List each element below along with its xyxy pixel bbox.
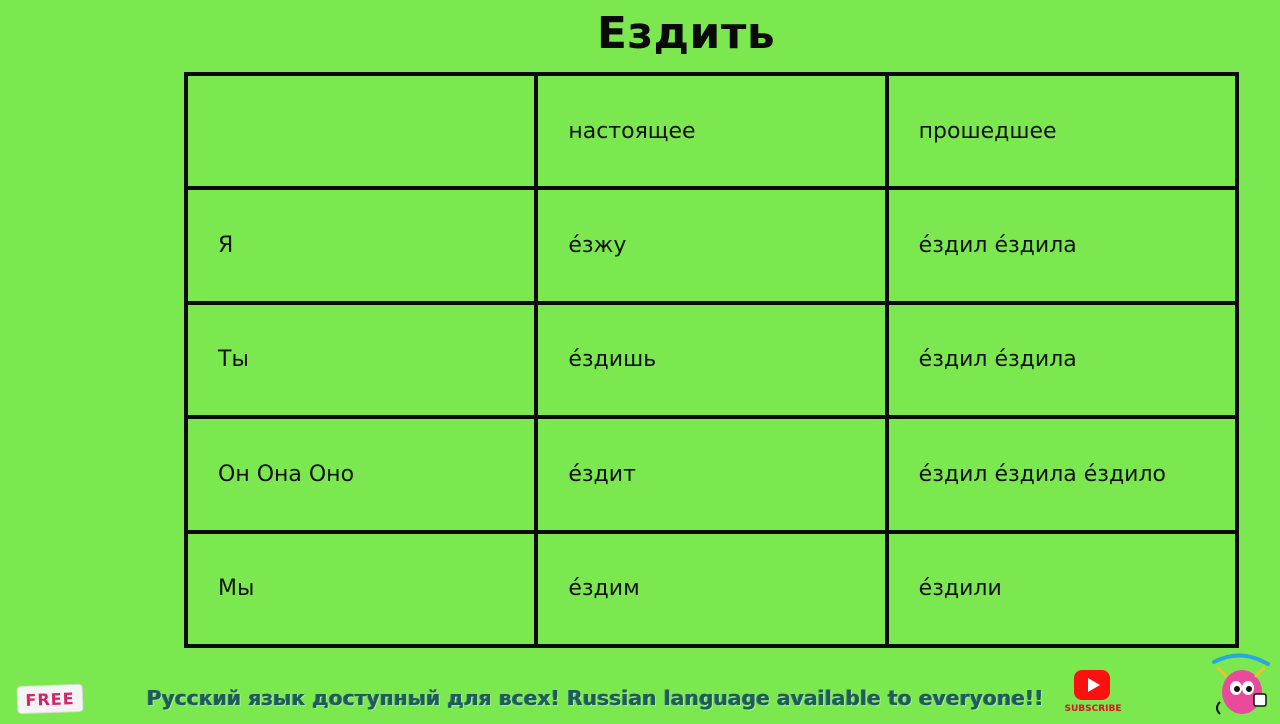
table-header-row <box>186 74 1237 188</box>
table-row <box>186 417 1237 531</box>
header-cell-past: прошедшее <box>887 74 1237 188</box>
header-cell-empty <box>186 74 536 188</box>
present-cell: е́здишь <box>536 303 886 417</box>
footer-banner-text: Русский язык доступный для всех! Russian language available to everyone!! <box>147 686 1044 710</box>
header-cell-present: настоящее <box>536 74 886 188</box>
subscribe-label: SUBSCRIBE <box>1064 704 1122 714</box>
past-cell: е́здил е́здила <box>887 188 1237 302</box>
page-title: Ездить <box>596 8 776 59</box>
free-badge-icon <box>18 685 83 713</box>
table-row <box>186 188 1237 302</box>
table-row <box>186 532 1237 646</box>
conjugation-table <box>184 72 1239 648</box>
table-row <box>186 303 1237 417</box>
mascot-graphic <box>1208 650 1272 720</box>
present-cell: е́здим <box>536 532 886 646</box>
past-cell: е́здили <box>887 532 1237 646</box>
pronoun-cell: Мы <box>186 532 536 646</box>
present-cell: е́зжу <box>536 188 886 302</box>
pronoun-cell: Я <box>186 188 536 302</box>
youtube-icon <box>1074 670 1110 700</box>
past-cell: е́здил е́здила е́здило <box>887 417 1237 531</box>
subscribe-mascot-icon[interactable] <box>1208 650 1272 720</box>
youtube-subscribe-button[interactable] <box>1064 670 1122 718</box>
pronoun-cell: Ты <box>186 303 536 417</box>
free-label: FREE <box>25 688 75 710</box>
pronoun-cell: Он Она Оно <box>186 417 536 531</box>
present-cell: е́здит <box>536 417 886 531</box>
past-cell: е́здил е́здила <box>887 303 1237 417</box>
